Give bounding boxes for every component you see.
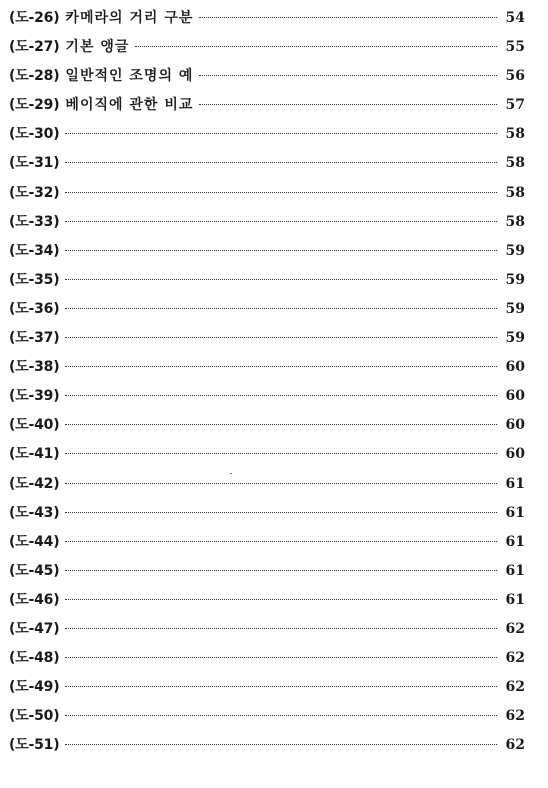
figure-number: (도-37) [9, 330, 60, 347]
dot-leader [65, 686, 497, 687]
dot-leader [65, 162, 497, 163]
toc-entry [9, 357, 525, 386]
figure-number: (도-30) [9, 126, 60, 143]
page-number: 58 [505, 184, 525, 201]
toc-entry [9, 270, 525, 299]
page-number: 57 [505, 97, 525, 114]
dot-leader [65, 512, 497, 513]
page-number: 62 [505, 620, 525, 637]
page-number: 55 [505, 39, 525, 56]
dot-leader [65, 221, 497, 222]
toc-entry [9, 561, 525, 590]
dot-leader [65, 133, 497, 134]
page-number: 62 [505, 708, 525, 725]
page-number: 60 [505, 417, 525, 434]
figure-number: (도-40) [9, 417, 60, 434]
dot-leader [65, 308, 497, 309]
page-number: 61 [505, 591, 525, 608]
dot-leader [65, 337, 497, 338]
toc-entry [9, 735, 525, 764]
dot-leader [65, 279, 497, 280]
dot-leader [135, 46, 497, 47]
toc-entry [9, 386, 525, 415]
toc-entry [9, 212, 525, 241]
dot-leader [65, 250, 497, 251]
toc-entry [9, 590, 525, 619]
toc-entry [9, 299, 525, 328]
page-number: 61 [505, 504, 525, 521]
dot-leader [65, 483, 497, 484]
dot-leader [65, 192, 497, 193]
toc-entry [9, 241, 525, 270]
toc-entry [9, 619, 525, 648]
dot-leader [65, 453, 497, 454]
figure-number: (도-38) [9, 359, 60, 376]
toc-entry [9, 95, 525, 124]
figure-number: (도-36) [9, 300, 60, 317]
figure-number: (도-35) [9, 271, 60, 288]
toc-entry [9, 8, 525, 37]
toc-entry [9, 648, 525, 677]
dot-leader [65, 395, 497, 396]
toc-entry [9, 153, 525, 182]
figure-number: (도-41) [9, 446, 60, 463]
figure-number: (도-48) [9, 650, 60, 667]
figure-title: 기본 앵글 [65, 39, 130, 56]
dot-leader [65, 570, 497, 571]
page-number: 58 [505, 213, 525, 230]
page-number: 60 [505, 388, 525, 405]
figure-number: (도-51) [9, 737, 60, 754]
figure-number: (도-29) [9, 97, 60, 114]
figure-number: (도-44) [9, 533, 60, 550]
dot-leader [65, 424, 497, 425]
figure-number: (도-43) [9, 504, 60, 521]
page-number: 60 [505, 359, 525, 376]
figure-number: (도-50) [9, 708, 60, 725]
page-number: 59 [505, 271, 525, 288]
dot-leader [199, 104, 497, 105]
scan-speck [230, 473, 232, 474]
page-number: 58 [505, 155, 525, 172]
figure-number: (도-47) [9, 620, 60, 637]
page-number: 60 [505, 446, 525, 463]
figure-number: (도-39) [9, 388, 60, 405]
page-number: 62 [505, 679, 525, 696]
page-number: 61 [505, 475, 525, 492]
figure-number: (도-46) [9, 591, 60, 608]
toc-entry [9, 66, 525, 95]
dot-leader [65, 366, 497, 367]
toc-entry [9, 503, 525, 532]
toc-entry [9, 444, 525, 473]
figure-index-list [9, 8, 525, 764]
toc-entry [9, 474, 525, 503]
page-number: 59 [505, 300, 525, 317]
dot-leader [199, 17, 497, 18]
figure-number: (도-27) [9, 39, 60, 56]
toc-entry [9, 415, 525, 444]
page-number: 59 [505, 330, 525, 347]
figure-number: (도-34) [9, 242, 60, 259]
figure-number: (도-45) [9, 562, 60, 579]
toc-entry [9, 183, 525, 212]
toc-entry [9, 328, 525, 357]
figure-number: (도-32) [9, 184, 60, 201]
figure-number: (도-33) [9, 213, 60, 230]
page-number: 62 [505, 650, 525, 667]
dot-leader [65, 628, 497, 629]
page-number: 61 [505, 562, 525, 579]
figure-number: (도-42) [9, 475, 60, 492]
dot-leader [65, 744, 497, 745]
page-number: 58 [505, 126, 525, 143]
dot-leader [65, 715, 497, 716]
page-number: 56 [505, 68, 525, 85]
toc-entry [9, 706, 525, 735]
page-number: 54 [505, 10, 525, 26]
dot-leader [65, 657, 497, 658]
toc-entry [9, 37, 525, 66]
figure-number: (도-26) [9, 10, 60, 26]
figure-number: (도-31) [9, 155, 60, 172]
figure-number: (도-28) [9, 68, 60, 85]
page-number: 59 [505, 242, 525, 259]
dot-leader [65, 541, 497, 542]
figure-title: 일반적인 조명의 예 [65, 68, 194, 85]
figure-number: (도-49) [9, 679, 60, 696]
toc-entry [9, 124, 525, 153]
toc-entry [9, 677, 525, 706]
toc-entry [9, 532, 525, 561]
page-number: 62 [505, 737, 525, 754]
figure-title: 카메라의 거리 구분 [65, 10, 194, 26]
page-number: 61 [505, 533, 525, 550]
dot-leader [199, 75, 497, 76]
figure-title: 베이직에 관한 비교 [65, 97, 194, 114]
dot-leader [65, 599, 497, 600]
